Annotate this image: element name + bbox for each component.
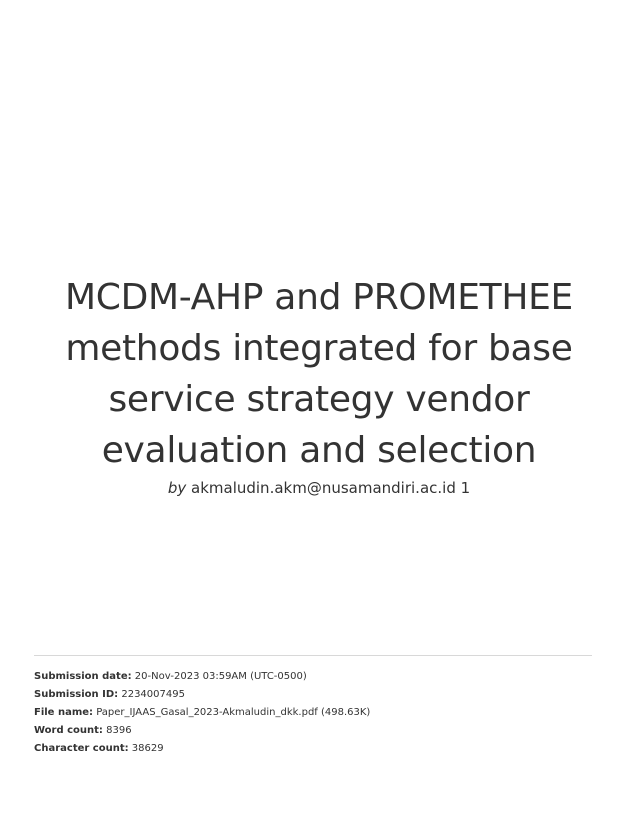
submission-id-value: 2234007495 bbox=[121, 689, 185, 700]
title-block bbox=[0, 272, 638, 498]
file-name-value: Paper_IJAAS_Gasal_2023-Akmaludin_dkk.pdf (498.63K) bbox=[96, 707, 371, 718]
author-name: akmaludin.akm@nusamandiri.ac.id 1 bbox=[191, 479, 471, 497]
word-count-value: 8396 bbox=[106, 725, 132, 736]
submission-id-label: Submission ID: bbox=[34, 689, 119, 700]
submission-date-label: Submission date: bbox=[34, 671, 132, 682]
byline bbox=[0, 478, 638, 498]
character-count-label: Character count: bbox=[34, 743, 129, 754]
file-name-label: File name: bbox=[34, 707, 94, 718]
divider bbox=[34, 655, 592, 656]
character-count-row bbox=[34, 740, 370, 758]
character-count-value: 38629 bbox=[131, 743, 164, 754]
file-name-row bbox=[34, 704, 370, 722]
word-count-label: Word count: bbox=[34, 725, 103, 736]
submission-date-value: 20-Nov-2023 03:59AM (UTC-0500) bbox=[134, 671, 307, 682]
submission-id-row bbox=[34, 686, 370, 704]
submission-date-row bbox=[34, 668, 370, 686]
submission-info bbox=[34, 668, 370, 758]
byline-prefix: by bbox=[167, 479, 187, 497]
document-title: MCDM-AHP and PROMETHEE methods integrated for base service strategy vendor evaluation and selection bbox=[64, 277, 574, 471]
word-count-row bbox=[34, 722, 370, 740]
